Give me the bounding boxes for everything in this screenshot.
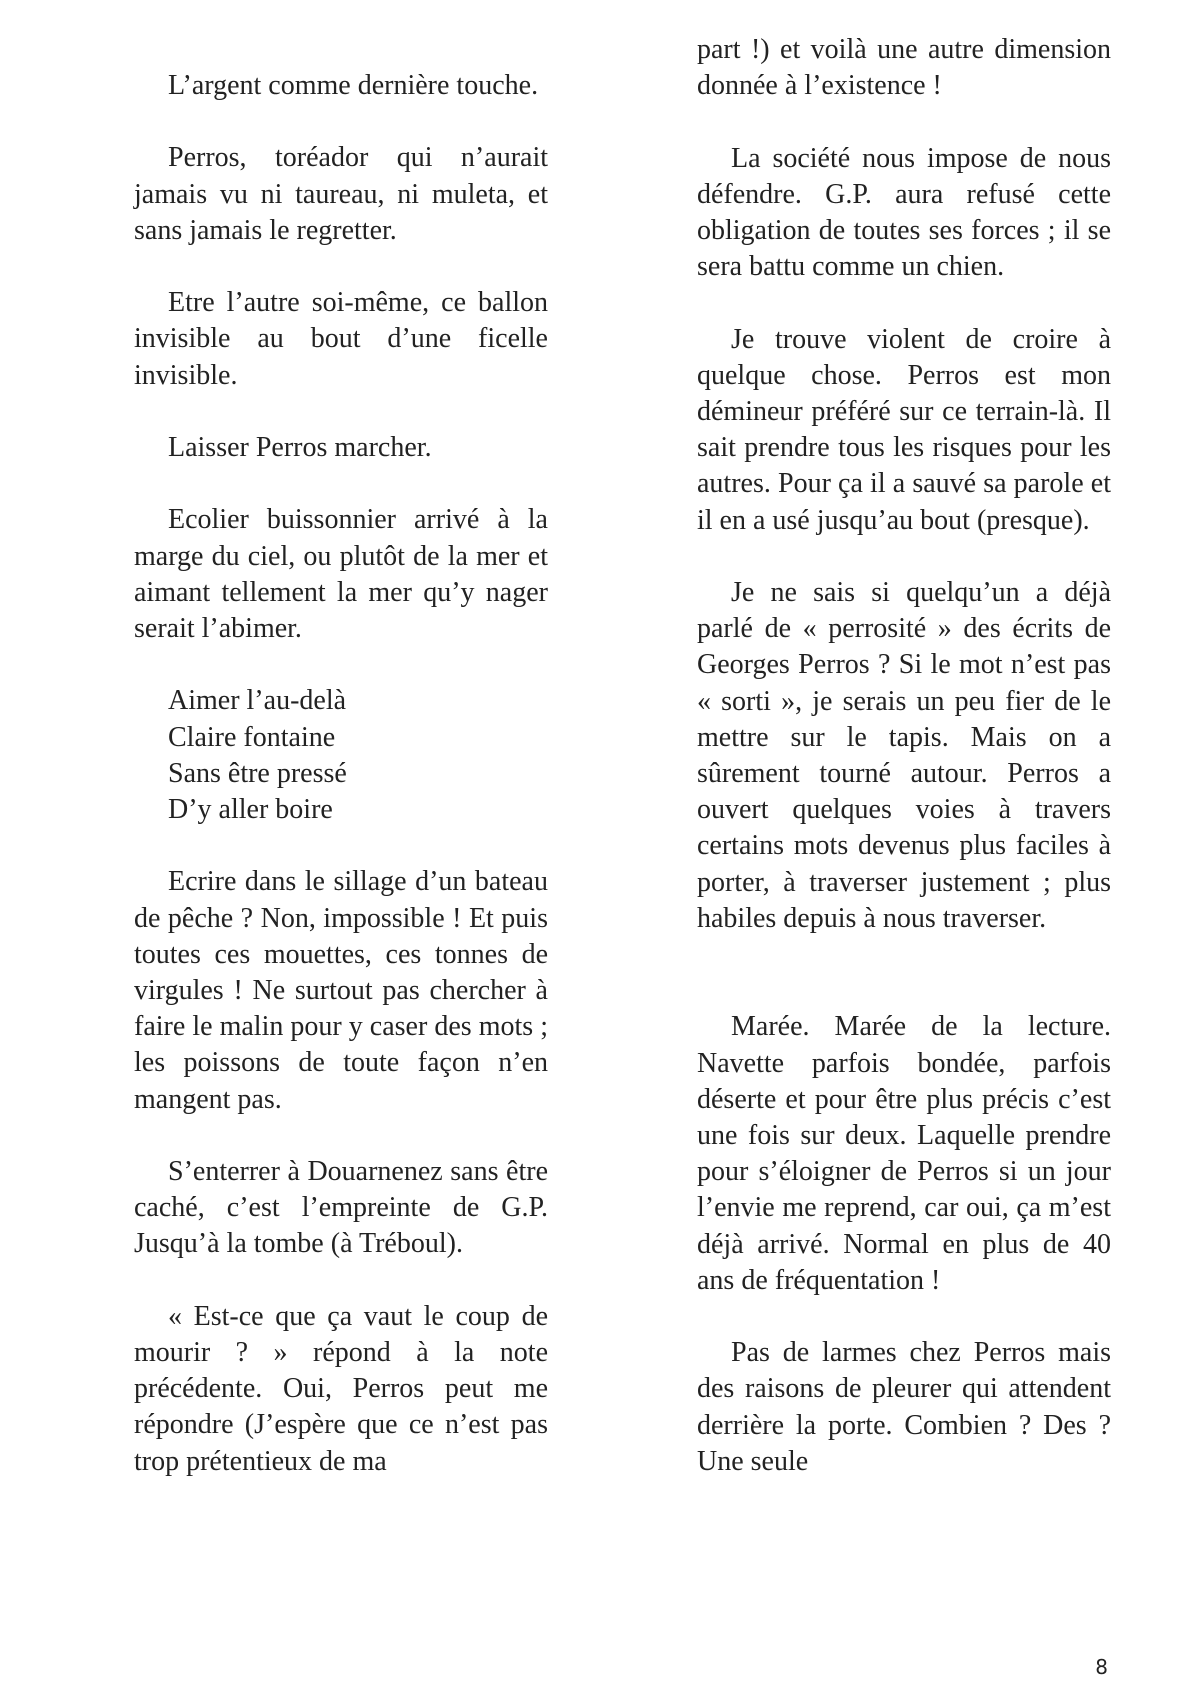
left-column (134, 68, 548, 1480)
paragraph: Ecolier buissonnier arrivé à la marge du ciel, ou plutôt de la mer et aimant tellement la mer qu’y nager serait l’abimer. (134, 504, 548, 644)
paragraph: Marée. Marée de la lecture. Navette parfois bondée, parfois déserte et pour être plus précis c’est une fois sur deux. Laquelle prendre pour s’éloigner de Perros si un jour l’envie me reprend, car oui, ça m’est déjà arrivé. Normal en plus de 40 ans de fréquentation ! (697, 1011, 1111, 1296)
paragraph: L’argent comme dernière touche. (168, 70, 539, 101)
right-column (697, 32, 1111, 1480)
poem-line: Sans être pressé (168, 757, 347, 789)
paragraph-continuation: part !) et voilà une autre dimension donnée à l’existence ! (697, 34, 1111, 102)
paragraph: Pas de larmes chez Perros mais des raisons de pleurer qui attendent derrière la porte. Combien ? Des ? Une seule (697, 1337, 1111, 1477)
section-gap (697, 973, 1111, 1009)
paragraph: Perros, toréador qui n’aurait jamais vu ni taureau, ni muleta, et sans jamais le regretter. (134, 142, 548, 246)
paragraph: « Est-ce que ça vaut le coup de mourir ? » répond à la note précédente. Oui, Perros peut me répondre (J’espère que ce n’est pas trop prétentieux de ma (134, 1300, 548, 1477)
poem-line: Aimer l’au-delà (168, 685, 347, 717)
paragraph: Je ne sais si quelqu’un a déjà parlé de « perrosité » des écrits de Georges Perros ? Si le mot n’est pas « sorti », je serais un peu fier de le mettre sur le tapis. Mais on a sûrement tourné autour. Perros a ouvert quelques voies à travers certains mots devenus plus faciles à porter, à traverser justement ; plus habiles depuis à nous traverser. (697, 577, 1111, 934)
poem-line: D’y aller boire (168, 793, 333, 825)
paragraph: S’enterrer à Douarnenez sans être caché, c’est l’empreinte de G.P. Jusqu’à la tombe (à Tréboul). (134, 1155, 548, 1260)
paragraph: Je trouve violent de croire à quelque chose. Perros est mon démineur préféré sur ce terrain-là. Il sait prendre tous les risques pour les autres. Pour ça il a sauvé sa parole et il en a usé jusqu’au bout (presque). (697, 323, 1111, 536)
paragraph: La société nous impose de nous défendre. G.P. aura refusé cette obligation de toutes ses forces ; il se sera battu comme un chien. (697, 142, 1111, 283)
paragraph: Etre l’autre soi-même, ce ballon invisible au bout d’une ficelle invisible. (134, 287, 548, 391)
page-number: 8 (1095, 1655, 1108, 1679)
paragraph: Ecrire dans le sillage d’un bateau de pêche ? Non, impossible ! Et puis toutes ces mouettes, ces tonnes de virgules ! Ne surtout pas chercher à faire le malin pour y caser des mots ; les poissons de toute façon n’en mangent pas. (134, 866, 548, 1115)
poem-line: Claire fontaine (168, 721, 336, 753)
paragraph: Laisser Perros marcher. (168, 431, 432, 463)
poem-stanza (168, 683, 548, 828)
